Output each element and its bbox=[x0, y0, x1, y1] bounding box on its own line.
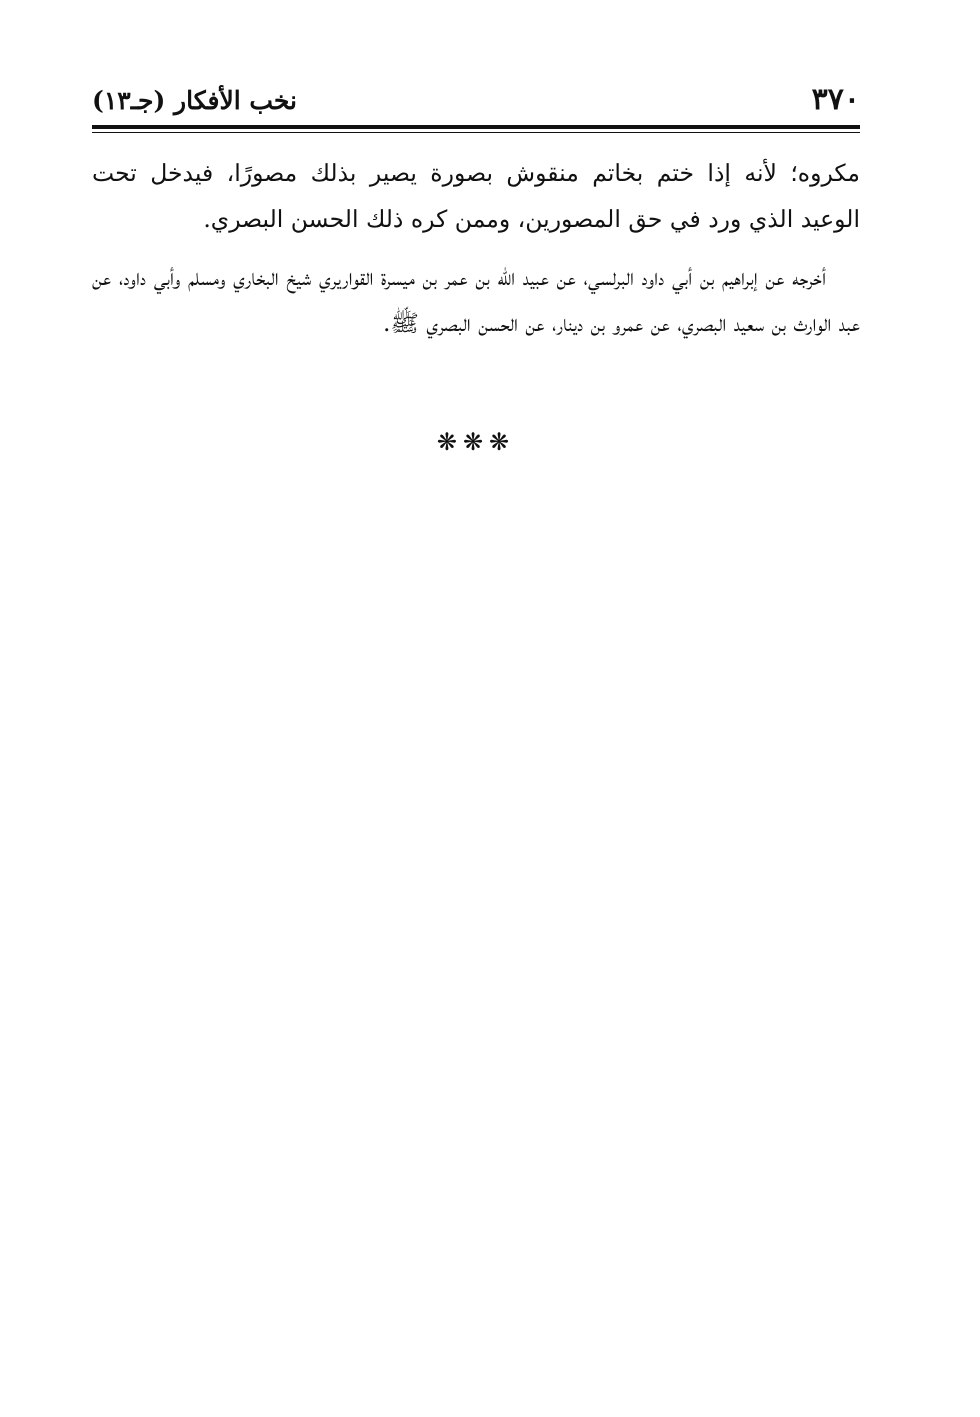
section-separator: ❋❋❋ bbox=[436, 428, 516, 456]
page-number: ٣٧٠ bbox=[811, 82, 860, 117]
header-rule-thick bbox=[92, 125, 860, 129]
body-text bbox=[92, 150, 860, 358]
running-title: نخب الأفكار (جـ١٣) bbox=[92, 85, 298, 115]
paragraph-1: مكروه؛ لأنه إذا ختم بخاتم منقوش بصورة يصير بذلك مصورًا، فيدخل تحت الوعيد الذي ورد في حق المصورين، وممن كره ذلك الحسن البصري. bbox=[92, 159, 860, 233]
paragraph-2: أخرجه عن إبراهيم بن أبي داود البرلسي، عن عبيد الله بن عمر بن ميسرة القواريري شيخ البخاري ومسلم وأبي داود، عن عبد الوارث بن سعيد البصري، عن عمرو بن دينار، عن الحسن البصري ﷺ. bbox=[92, 263, 860, 337]
header-rule-thin bbox=[92, 132, 860, 133]
page-header bbox=[92, 80, 860, 120]
